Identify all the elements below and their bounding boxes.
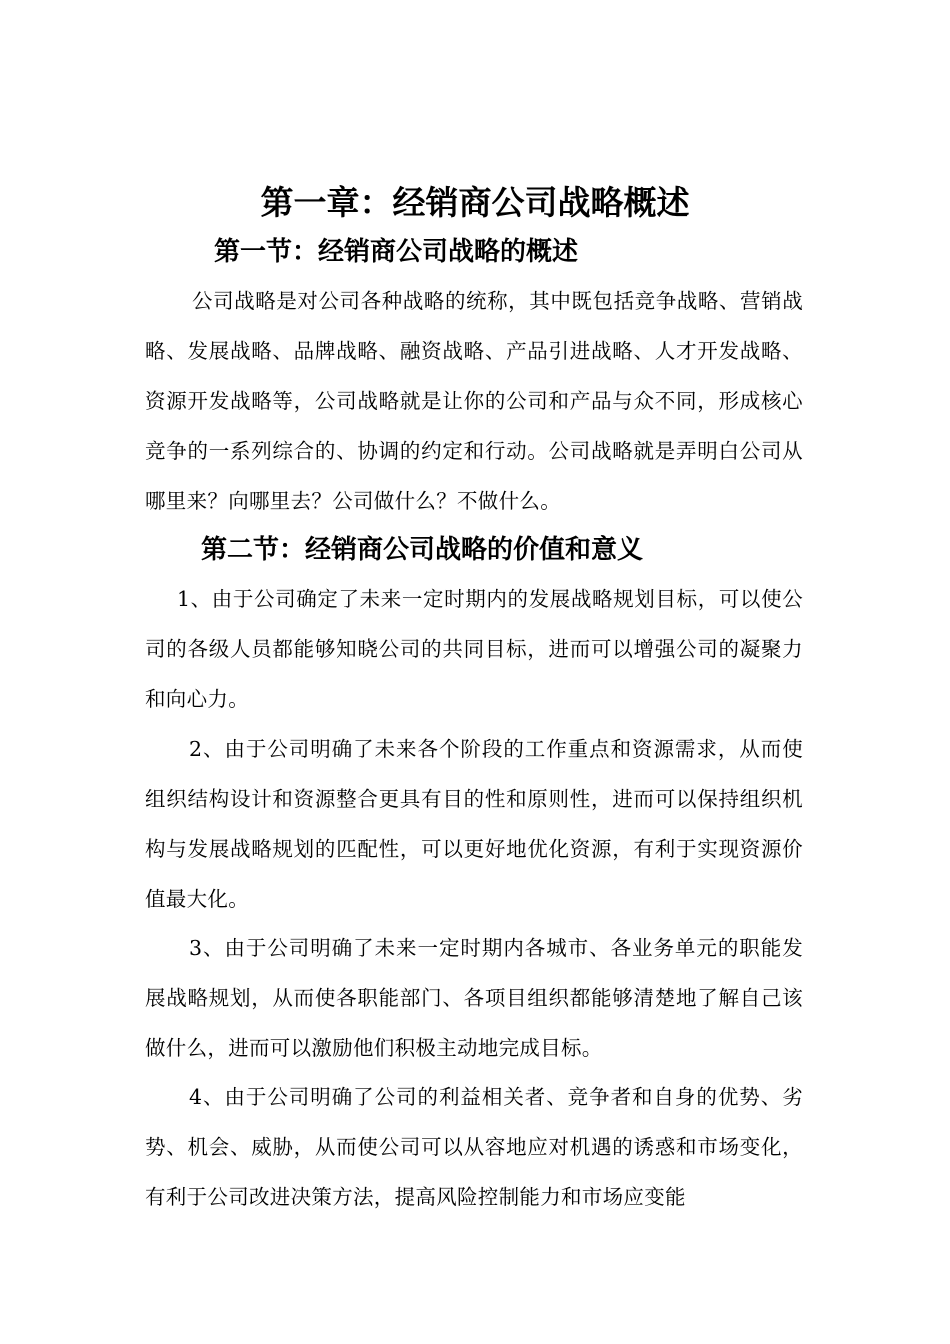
section-2-paragraph-2: 2、由于公司明确了未来各个阶段的工作重点和资源需求，从而使组织结构设计和资源整合更具有目的性和原则性，进而可以保持组织机构与发展战略规划的匹配性，可以更好地优化资源，有利于实现资源价值最大化。 (145, 737, 803, 911)
section-2-paragraph-4: 4、由于公司明确了公司的利益相关者、竞争者和自身的优势、劣势、机会、威胁，从而使公司可以从容地应对机遇的诱惑和市场变化，有利于公司改进决策方法，提高风险控制能力和市场应变能 (145, 1085, 803, 1209)
section-title-1: 第一节：经销商公司战略的概述 (214, 237, 579, 267)
chapter-title: 第一章：经销商公司战略概述 (260, 183, 690, 222)
section-title-2: 第二节：经销商公司战略的价值和意义 (201, 535, 644, 565)
section-2-paragraph-1: 1、由于公司确定了未来一定时期内的发展战略规划目标，可以使公司的各级人员都能够知晓公司的共同目标，进而可以增强公司的凝聚力和向心力。 (145, 587, 803, 711)
section-2-paragraph-3: 3、由于公司明确了未来一定时期内各城市、各业务单元的职能发展战略规划，从而使各职能部门、各项目组织都能够清楚地了解自己该做什么，进而可以激励他们积极主动地完成目标。 (145, 936, 803, 1060)
section-1-paragraph: 公司战略是对公司各种战略的统称，其中既包括竞争战略、营销战略、发展战略、品牌战略、融资战略、产品引进战略、人才开发战略、资源开发战略等，公司战略就是让你的公司和产品与众不同，形成核心竞争的一系列综合的、协调的约定和行动。公司战略就是弄明白公司从哪里来？向哪里去？公司做什么？不做什么。 (145, 289, 803, 513)
